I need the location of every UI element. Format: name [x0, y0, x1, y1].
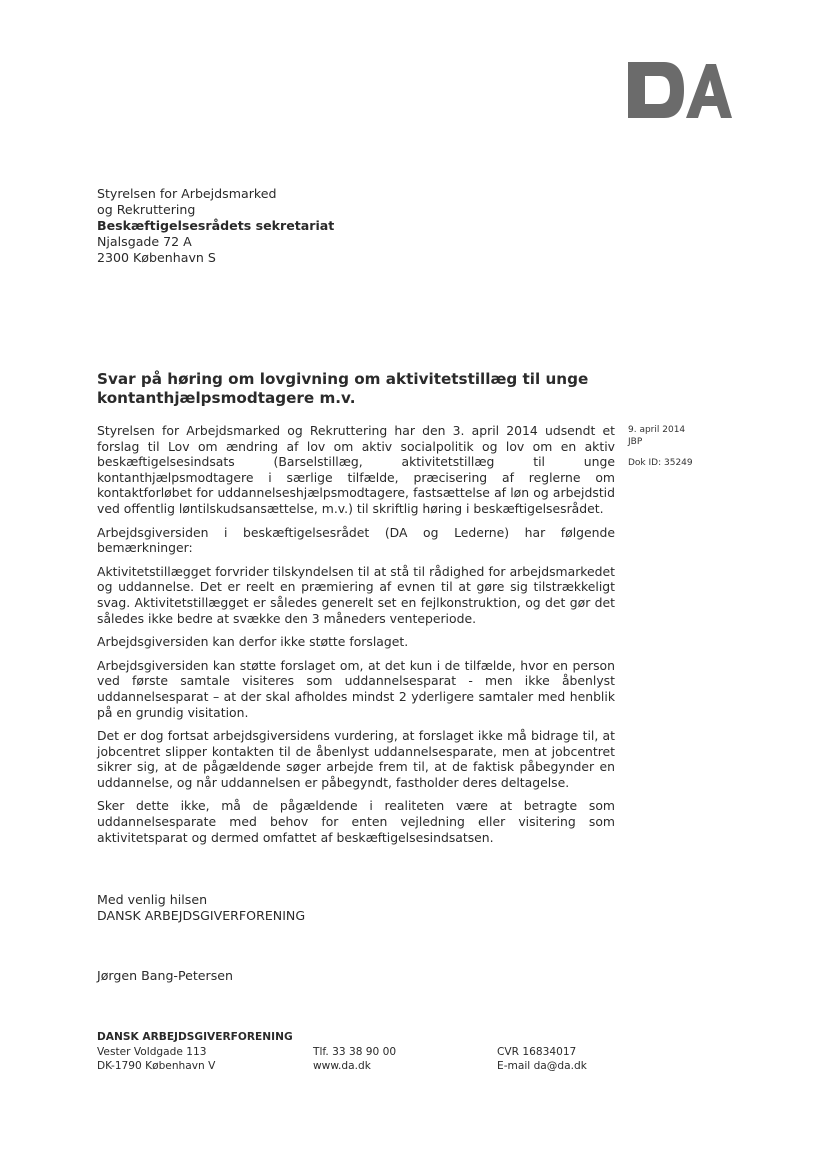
letter-body — [97, 423, 615, 853]
footer-email: E-mail da@da.dk — [497, 1060, 587, 1072]
da-logo — [626, 60, 732, 120]
footer-street: Vester Voldgade 113 — [97, 1046, 207, 1058]
footer-cvr: CVR 16834017 — [497, 1046, 577, 1058]
body-paragraph: Det er dog fortsat arbejdsgiversidens vurdering, at forslaget ikke må bidrage til, at jobcentret slipper kontakten til de åbenlyst uddannelsesparate, men at jobcentret sikrer sig, at de pågældende søger arbejde frem til, at de faktisk påbegynder en uddannelse, og når uddannelsen er påbegyndt, fastholder deres deltagelse. — [97, 728, 615, 790]
recipient-line: Styrelsen for Arbejdsmarked — [97, 186, 277, 201]
footer-phone: Tlf. 33 38 90 00 — [313, 1046, 397, 1058]
letter-title: Svar på høring om lovgivning om aktivitetstillæg til unge kontanthjælpsmodtagere m.v. — [97, 370, 589, 407]
closing — [97, 892, 305, 924]
closing-greeting: Med venlig hilsen — [97, 892, 208, 907]
letter-date: 9. april 2014 — [628, 425, 686, 435]
body-paragraph: Sker dette ikke, må de pågældende i realiteten være at betragte som uddannelsesparate med behov for enten vejledning eller visitering som aktivitetsparat og dermed omfattet af beskæftigelsesindsatsen. — [97, 798, 615, 845]
footer-web: www.da.dk — [313, 1060, 371, 1072]
footer-org-name: DANSK ARBEJDSGIVERFORENING — [97, 1031, 293, 1043]
footer-city: DK-1790 København V — [97, 1060, 216, 1072]
body-paragraph: Aktivitetstillægget forvrider tilskyndelsen til at stå til rådighed for arbejdsmarkedet og uddannelse. Det er reelt en præmiering af evnen til at gøre sig tilstrækkeligt svag. Aktivitetstillægget er således generelt set en fejlkonstruktion, og det gør det således ikke bedre at svække den 3 måneders venteperiode. — [97, 563, 615, 626]
letter-meta — [628, 424, 693, 469]
body-paragraph: Arbejdsgiversiden kan derfor ikke støtte forslaget. — [97, 634, 409, 650]
closing-org: DANSK ARBEJDSGIVERFORENING — [97, 908, 306, 923]
body-paragraph: Arbejdsgiversiden i beskæftigelsesrådet (DA og Lederne) har følgende bemærkninger: — [97, 524, 615, 556]
letter-initials: JBP — [628, 437, 643, 447]
signer-name: Jørgen Bang-Petersen — [97, 968, 234, 983]
recipient-city: 2300 København S — [97, 250, 216, 265]
recipient-line: og Rekruttering — [97, 202, 196, 217]
document-id: Dok ID: 35249 — [628, 458, 693, 468]
footer-contact — [313, 1045, 396, 1073]
recipient-department: Beskæftigelsesrådets sekretariat — [97, 218, 335, 233]
recipient-address — [97, 186, 334, 266]
footer-registration — [497, 1045, 587, 1073]
body-paragraph: Styrelsen for Arbejdsmarked og Rekruttering har den 3. april 2014 udsendt et forslag til Lov om ændring af lov om aktiv socialpolitik og lov om en aktiv beskæftigelsesindsats (Barselstillæg, aktivitetstillæg til unge kontanthjælpsmodtagere i særlige tilfælde, præcisering af reglerne om kontaktforløbet for uddannelseshjælpsmodtagere, fastsættelse af løn og arbejdstid ved offentlig løntilskudsansættelse, m.v.) til skriftlig høring i beskæftigelsesrådet. — [97, 423, 615, 516]
recipient-street: Njalsgade 72 A — [97, 234, 192, 249]
footer-address — [97, 1045, 215, 1073]
body-paragraph: Arbejdsgiversiden kan støtte forslaget om, at det kun i de tilfælde, hvor en person ved første samtale visiteres som uddannelsesparat - men ikke åbenlyst uddannelsesparat – at der skal afholdes mindst 2 yderligere samtaler med henblik på en grundig visitation. — [97, 657, 615, 720]
